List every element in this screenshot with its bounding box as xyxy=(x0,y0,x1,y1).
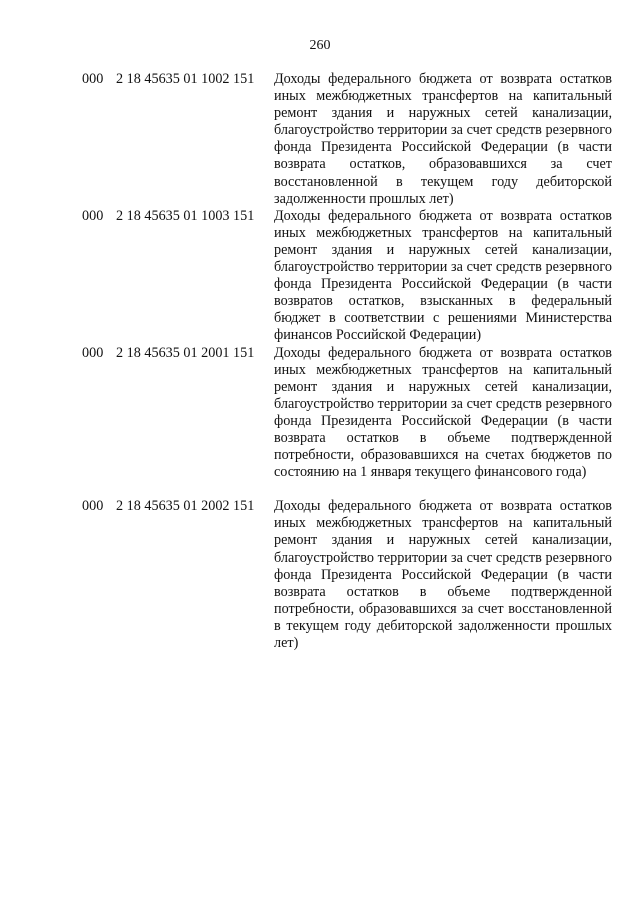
admin-code: 000 xyxy=(82,71,104,87)
admin-code: 000 xyxy=(82,498,104,515)
table-row xyxy=(82,71,612,208)
income-description: Доходы федерального бюджета от возврата остатков иных межбюджетных трансфертов на капитальный ремонт здания и наружных сетей канализации, благоустройство территории за счет средств резервного фонда Президента Российской Федерации (в части возврата остатков, образовавшихся за счет восстановленной в текущем году дебиторской задолженности прошлых лет) xyxy=(274,71,612,207)
table-row xyxy=(82,345,612,482)
kbk-code: 2 18 45635 01 1003 151 xyxy=(116,207,255,224)
kbk-code: 2 18 45635 01 2002 151 xyxy=(116,498,255,515)
budget-code-table xyxy=(82,71,612,652)
kbk-code: 2 18 45635 01 1002 151 xyxy=(116,71,255,87)
table-row xyxy=(82,208,612,345)
income-description: Доходы федерального бюджета от возврата остатков иных межбюджетных трансфертов на капитальный ремонт здания и наружных сетей канализации, благоустройство территории за счет средств резервного фонда Президента Российской Федерации (в части возвратов остатков, взысканных в федеральный бюджет в соответствии с решениями Министерства финансов Российской Федерации) xyxy=(274,207,612,344)
table-row xyxy=(82,498,612,652)
income-description: Доходы федерального бюджета от возврата остатков иных межбюджетных трансфертов на капитальный ремонт здания и наружных сетей канализации, благоустройство территории за счет средств резервного фонда Президента Российской Федерации (в части возврата остатков в объеме подтвержденной потребности, образовавшихся на счетах бюджетов по состоянию на 1 января текущего финансового года) xyxy=(274,344,612,481)
income-description: Доходы федерального бюджета от возврата остатков иных межбюджетных трансфертов на капитальный ремонт здания и наружных сетей канализации, благоустройство территории за счет средств резервного фонда Президента Российской Федерации (в части возврата остатков в объеме подтвержденной потребности, образовавшихся за счет восстановленной в текущем году дебиторской задолженности прошлых лет) xyxy=(274,498,612,651)
admin-code: 000 xyxy=(82,344,104,361)
admin-code: 000 xyxy=(82,207,104,224)
page-number: 260 xyxy=(309,38,331,53)
kbk-code: 2 18 45635 01 2001 151 xyxy=(116,344,255,361)
